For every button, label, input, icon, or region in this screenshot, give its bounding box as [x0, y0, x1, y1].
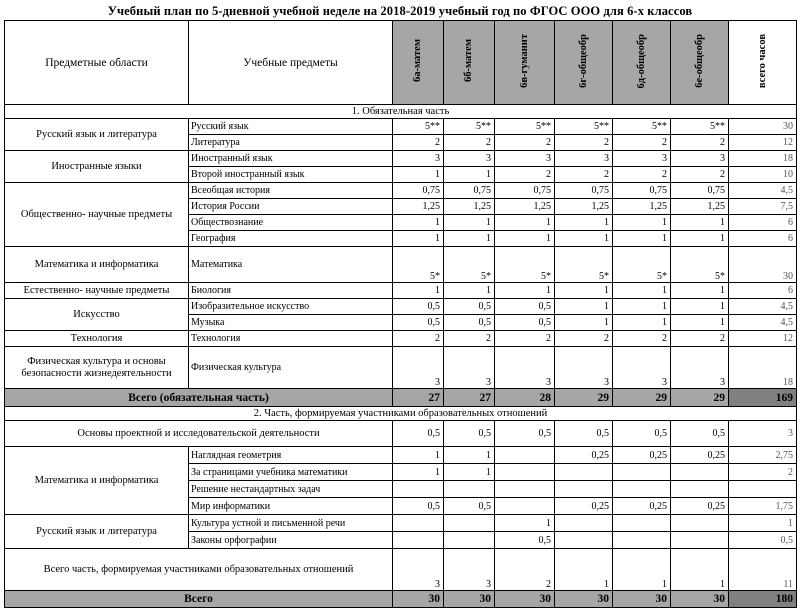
subject-name: Музыка — [189, 315, 393, 331]
hours-cell: 2 — [444, 135, 495, 151]
hours-cell: 1 — [495, 231, 555, 247]
sum-value: 30 — [393, 591, 444, 608]
hours-cell: 1 — [555, 231, 613, 247]
hours-cell: 0,5 — [393, 498, 444, 515]
table-row — [5, 515, 797, 532]
hours-cell: 0,75 — [393, 183, 444, 199]
total-cell: 1,75 — [729, 498, 797, 515]
hours-cell: 0,25 — [613, 498, 671, 515]
sum-value: 28 — [495, 389, 555, 407]
hours-cell: 0,75 — [444, 183, 495, 199]
sum-label: Всего — [5, 591, 393, 608]
hours-cell: 2 — [613, 167, 671, 183]
hours-cell: 5* — [671, 247, 729, 283]
subject-name: Всеобщая история — [189, 183, 393, 199]
header-class-label: 6е-общеобр — [693, 34, 705, 88]
header-total — [729, 21, 797, 105]
hours-cell: 1,25 — [555, 199, 613, 215]
hours-cell — [393, 481, 444, 498]
subject-name: Математика — [189, 247, 393, 283]
hours-cell: 0,5 — [393, 421, 444, 447]
section-title-row — [5, 105, 797, 119]
header-class-label: 6г-общеобр — [577, 34, 589, 88]
hours-cell: 1 — [393, 447, 444, 464]
total-cell: 6 — [729, 231, 797, 247]
hours-cell: 1 — [393, 167, 444, 183]
hours-cell — [495, 498, 555, 515]
subject-name: Литература — [189, 135, 393, 151]
sum-row — [5, 389, 797, 407]
hours-cell: 1,25 — [671, 199, 729, 215]
hours-cell: 0,25 — [613, 447, 671, 464]
total-cell: 3 — [729, 421, 797, 447]
hours-cell: 3 — [393, 549, 444, 591]
hours-cell: 0,25 — [671, 498, 729, 515]
hours-cell: 2 — [671, 135, 729, 151]
total-cell: 6 — [729, 215, 797, 231]
hours-cell: 1 — [613, 315, 671, 331]
hours-cell: 5** — [495, 119, 555, 135]
hours-cell: 0,75 — [495, 183, 555, 199]
total-cell: 4,5 — [729, 183, 797, 199]
hours-cell: 1,25 — [495, 199, 555, 215]
total-cell: 6 — [729, 283, 797, 299]
hours-cell: 3 — [613, 347, 671, 389]
hours-cell: 1 — [444, 283, 495, 299]
hours-cell: 2 — [495, 135, 555, 151]
subject-name: Иностранный язык — [189, 151, 393, 167]
hours-cell — [671, 481, 729, 498]
hours-cell — [393, 532, 444, 549]
hours-cell: 1,25 — [393, 199, 444, 215]
sum-value: 29 — [555, 389, 613, 407]
hours-cell — [444, 532, 495, 549]
hours-cell — [613, 515, 671, 532]
hours-cell: 1 — [495, 515, 555, 532]
sum-value: 30 — [671, 591, 729, 608]
hours-cell: 5* — [495, 247, 555, 283]
hours-cell: 1 — [444, 215, 495, 231]
section-title: 1. Обязательная часть — [5, 105, 797, 119]
hours-cell: 1 — [671, 215, 729, 231]
table-row — [5, 447, 797, 464]
table-row — [5, 247, 797, 283]
hours-cell: 1 — [555, 299, 613, 315]
subject-name: Решение нестандартных задач — [189, 481, 393, 498]
sum-value: 27 — [444, 389, 495, 407]
hours-cell: 3 — [495, 151, 555, 167]
hours-cell: 0,75 — [671, 183, 729, 199]
subject-area: Русский язык и литература — [5, 515, 189, 549]
hours-cell — [495, 481, 555, 498]
hours-cell: 5* — [555, 247, 613, 283]
subject-name: Второй иностранный язык — [189, 167, 393, 183]
hours-cell: 5** — [671, 119, 729, 135]
table-row — [5, 299, 797, 315]
hours-cell: 1 — [613, 231, 671, 247]
hours-cell: 0,5 — [444, 315, 495, 331]
hours-cell: 0,5 — [495, 421, 555, 447]
hours-cell: 1 — [393, 283, 444, 299]
hours-cell: 1 — [555, 215, 613, 231]
hours-cell: 2 — [555, 135, 613, 151]
hours-cell: 1 — [613, 215, 671, 231]
hours-cell: 5* — [613, 247, 671, 283]
subject-area: Физическая культура и основы безопасности жизнедеятельности — [5, 347, 189, 389]
hours-cell: 3 — [444, 549, 495, 591]
subject-area: Общественно- научные предметы — [5, 183, 189, 247]
part-total-row — [5, 549, 797, 591]
header-total-label: всего часов — [756, 33, 768, 89]
total-cell: 7,5 — [729, 199, 797, 215]
wide-row — [5, 421, 797, 447]
subject-area: Технология — [5, 331, 189, 347]
sum-total: 169 — [729, 389, 797, 407]
hours-cell: 0,5 — [444, 421, 495, 447]
subject-name: Изобразительное искусство — [189, 299, 393, 315]
hours-cell: 5* — [444, 247, 495, 283]
hours-cell: 1 — [613, 283, 671, 299]
table-row — [5, 119, 797, 135]
total-cell: 1 — [729, 515, 797, 532]
sum-value: 30 — [555, 591, 613, 608]
hours-cell — [671, 532, 729, 549]
subject-name: Культура устной и письменной речи — [189, 515, 393, 532]
sum-value: 30 — [495, 591, 555, 608]
hours-cell: 0,75 — [555, 183, 613, 199]
hours-cell — [613, 464, 671, 481]
subject-area: Естественно- научные предметы — [5, 283, 189, 299]
hours-cell: 2 — [393, 135, 444, 151]
subject-name: Законы орфографии — [189, 532, 393, 549]
table-row — [5, 183, 797, 199]
subject-name: За страницами учебника математики — [189, 464, 393, 481]
hours-cell: 1 — [671, 299, 729, 315]
hours-cell: 0,5 — [444, 299, 495, 315]
hours-cell — [444, 515, 495, 532]
subject-name: География — [189, 231, 393, 247]
total-cell: 2,75 — [729, 447, 797, 464]
hours-cell: 5** — [393, 119, 444, 135]
hours-cell — [495, 464, 555, 481]
sum-value: 29 — [671, 389, 729, 407]
hours-cell: 0,5 — [671, 421, 729, 447]
hours-cell: 0,5 — [495, 299, 555, 315]
header-class-label: 6в-гуманит — [518, 34, 530, 88]
hours-cell: 1 — [555, 549, 613, 591]
total-cell: 30 — [729, 119, 797, 135]
hours-cell: 1 — [671, 549, 729, 591]
header-class-5 — [671, 21, 729, 105]
total-cell: 18 — [729, 347, 797, 389]
hours-cell: 3 — [555, 347, 613, 389]
sum-value: 29 — [613, 389, 671, 407]
hours-cell: 1 — [444, 447, 495, 464]
hours-cell: 3 — [444, 151, 495, 167]
subject-name: Наглядная геометрия — [189, 447, 393, 464]
hours-cell: 2 — [495, 167, 555, 183]
hours-cell: 5** — [613, 119, 671, 135]
hours-cell: 1 — [393, 215, 444, 231]
sum-value: 30 — [444, 591, 495, 608]
hours-cell: 1,25 — [444, 199, 495, 215]
hours-cell — [613, 481, 671, 498]
subject-name: Русский язык — [189, 119, 393, 135]
subject-name: История России — [189, 199, 393, 215]
header-class-label: 6а-матем — [412, 39, 423, 83]
total-cell — [729, 481, 797, 498]
hours-cell — [555, 481, 613, 498]
total-cell: 30 — [729, 247, 797, 283]
total-cell: 18 — [729, 151, 797, 167]
hours-cell: 1 — [613, 299, 671, 315]
hours-cell: 2 — [613, 331, 671, 347]
header-class-0 — [393, 21, 444, 105]
hours-cell: 2 — [671, 167, 729, 183]
hours-cell — [671, 464, 729, 481]
hours-cell — [555, 515, 613, 532]
total-cell: 10 — [729, 167, 797, 183]
header-class-4 — [613, 21, 671, 105]
hours-cell: 3 — [555, 151, 613, 167]
hours-cell: 3 — [393, 151, 444, 167]
header-area: Предметные области — [5, 21, 189, 105]
hours-cell: 1 — [444, 167, 495, 183]
hours-cell: 1 — [444, 231, 495, 247]
hours-cell — [393, 515, 444, 532]
table-row — [5, 347, 797, 389]
hours-cell: 2 — [613, 135, 671, 151]
sum-label: Всего (обязательная часть) — [5, 389, 393, 407]
hours-cell — [555, 464, 613, 481]
hours-cell — [613, 532, 671, 549]
curriculum-table — [4, 20, 797, 608]
hours-cell: 2 — [555, 331, 613, 347]
header-class-label: 6д-общеобр — [635, 33, 647, 89]
total-cell: 0,5 — [729, 532, 797, 549]
hours-cell — [444, 481, 495, 498]
hours-cell — [671, 515, 729, 532]
hours-cell: 1 — [613, 549, 671, 591]
subject-name: Физическая культура — [189, 347, 393, 389]
project-activity-label: Основы проектной и исследовательской деятельности — [5, 421, 393, 447]
section-title-row — [5, 407, 797, 421]
sum-value: 30 — [613, 591, 671, 608]
hours-cell: 3 — [495, 347, 555, 389]
header-subject: Учебные предметы — [189, 21, 393, 105]
hours-cell: 1 — [671, 283, 729, 299]
sum-total: 180 — [729, 591, 797, 608]
hours-cell: 2 — [444, 331, 495, 347]
part-total-label: Всего часть, формируемая участниками образовательных отношений — [5, 549, 393, 591]
hours-cell: 1 — [671, 231, 729, 247]
hours-cell: 3 — [393, 347, 444, 389]
hours-cell: 2 — [495, 331, 555, 347]
hours-cell: 0,5 — [555, 421, 613, 447]
hours-cell: 1 — [555, 315, 613, 331]
hours-cell: 0,75 — [613, 183, 671, 199]
subject-name: Технология — [189, 331, 393, 347]
total-cell: 11 — [729, 549, 797, 591]
hours-cell: 3 — [671, 347, 729, 389]
hours-cell: 2 — [555, 167, 613, 183]
hours-cell: 2 — [495, 549, 555, 591]
hours-cell: 5** — [444, 119, 495, 135]
hours-cell: 0,5 — [495, 315, 555, 331]
total-cell: 4,5 — [729, 299, 797, 315]
hours-cell: 5** — [555, 119, 613, 135]
total-cell: 12 — [729, 331, 797, 347]
subject-area: Иностранные языки — [5, 151, 189, 183]
header-row — [5, 21, 797, 105]
hours-cell: 0,5 — [393, 315, 444, 331]
total-cell: 2 — [729, 464, 797, 481]
hours-cell: 1 — [555, 283, 613, 299]
sum-row — [5, 591, 797, 608]
hours-cell: 2 — [671, 331, 729, 347]
page-title: Учебный план по 5-дневной учебной неделе на 2018-2019 учебный год по ФГОС ООО для 6-х классов — [107, 4, 693, 18]
hours-cell: 3 — [613, 151, 671, 167]
total-cell: 12 — [729, 135, 797, 151]
subject-name: Мир информатики — [189, 498, 393, 515]
hours-cell: 3 — [671, 151, 729, 167]
table-row — [5, 151, 797, 167]
hours-cell: 1,25 — [613, 199, 671, 215]
subject-name: Обществознание — [189, 215, 393, 231]
hours-cell: 1 — [671, 315, 729, 331]
subject-area: Русский язык и литература — [5, 119, 189, 151]
hours-cell: 1 — [444, 464, 495, 481]
hours-cell: 0,5 — [495, 532, 555, 549]
header-class-2 — [495, 21, 555, 105]
section-title: 2. Часть, формируемая участниками образовательных отношений — [5, 407, 797, 421]
hours-cell: 1 — [495, 215, 555, 231]
hours-cell: 0,5 — [444, 498, 495, 515]
hours-cell: 1 — [495, 283, 555, 299]
hours-cell: 0,25 — [555, 498, 613, 515]
hours-cell: 0,25 — [555, 447, 613, 464]
hours-cell — [495, 447, 555, 464]
table-row — [5, 331, 797, 347]
sum-value: 27 — [393, 389, 444, 407]
subject-area: Математика и информатика — [5, 447, 189, 515]
hours-cell: 1 — [393, 464, 444, 481]
hours-cell: 0,25 — [671, 447, 729, 464]
total-cell: 4,5 — [729, 315, 797, 331]
hours-cell: 0,5 — [613, 421, 671, 447]
header-class-label: 6б-матем — [463, 39, 474, 83]
hours-cell: 5* — [393, 247, 444, 283]
hours-cell: 2 — [393, 331, 444, 347]
hours-cell: 0,5 — [393, 299, 444, 315]
hours-cell — [555, 532, 613, 549]
subject-area: Искусство — [5, 299, 189, 331]
header-class-1 — [444, 21, 495, 105]
header-class-3 — [555, 21, 613, 105]
table-row — [5, 283, 797, 299]
subject-area: Математика и информатика — [5, 247, 189, 283]
subject-name: Биология — [189, 283, 393, 299]
hours-cell: 1 — [393, 231, 444, 247]
hours-cell: 3 — [444, 347, 495, 389]
